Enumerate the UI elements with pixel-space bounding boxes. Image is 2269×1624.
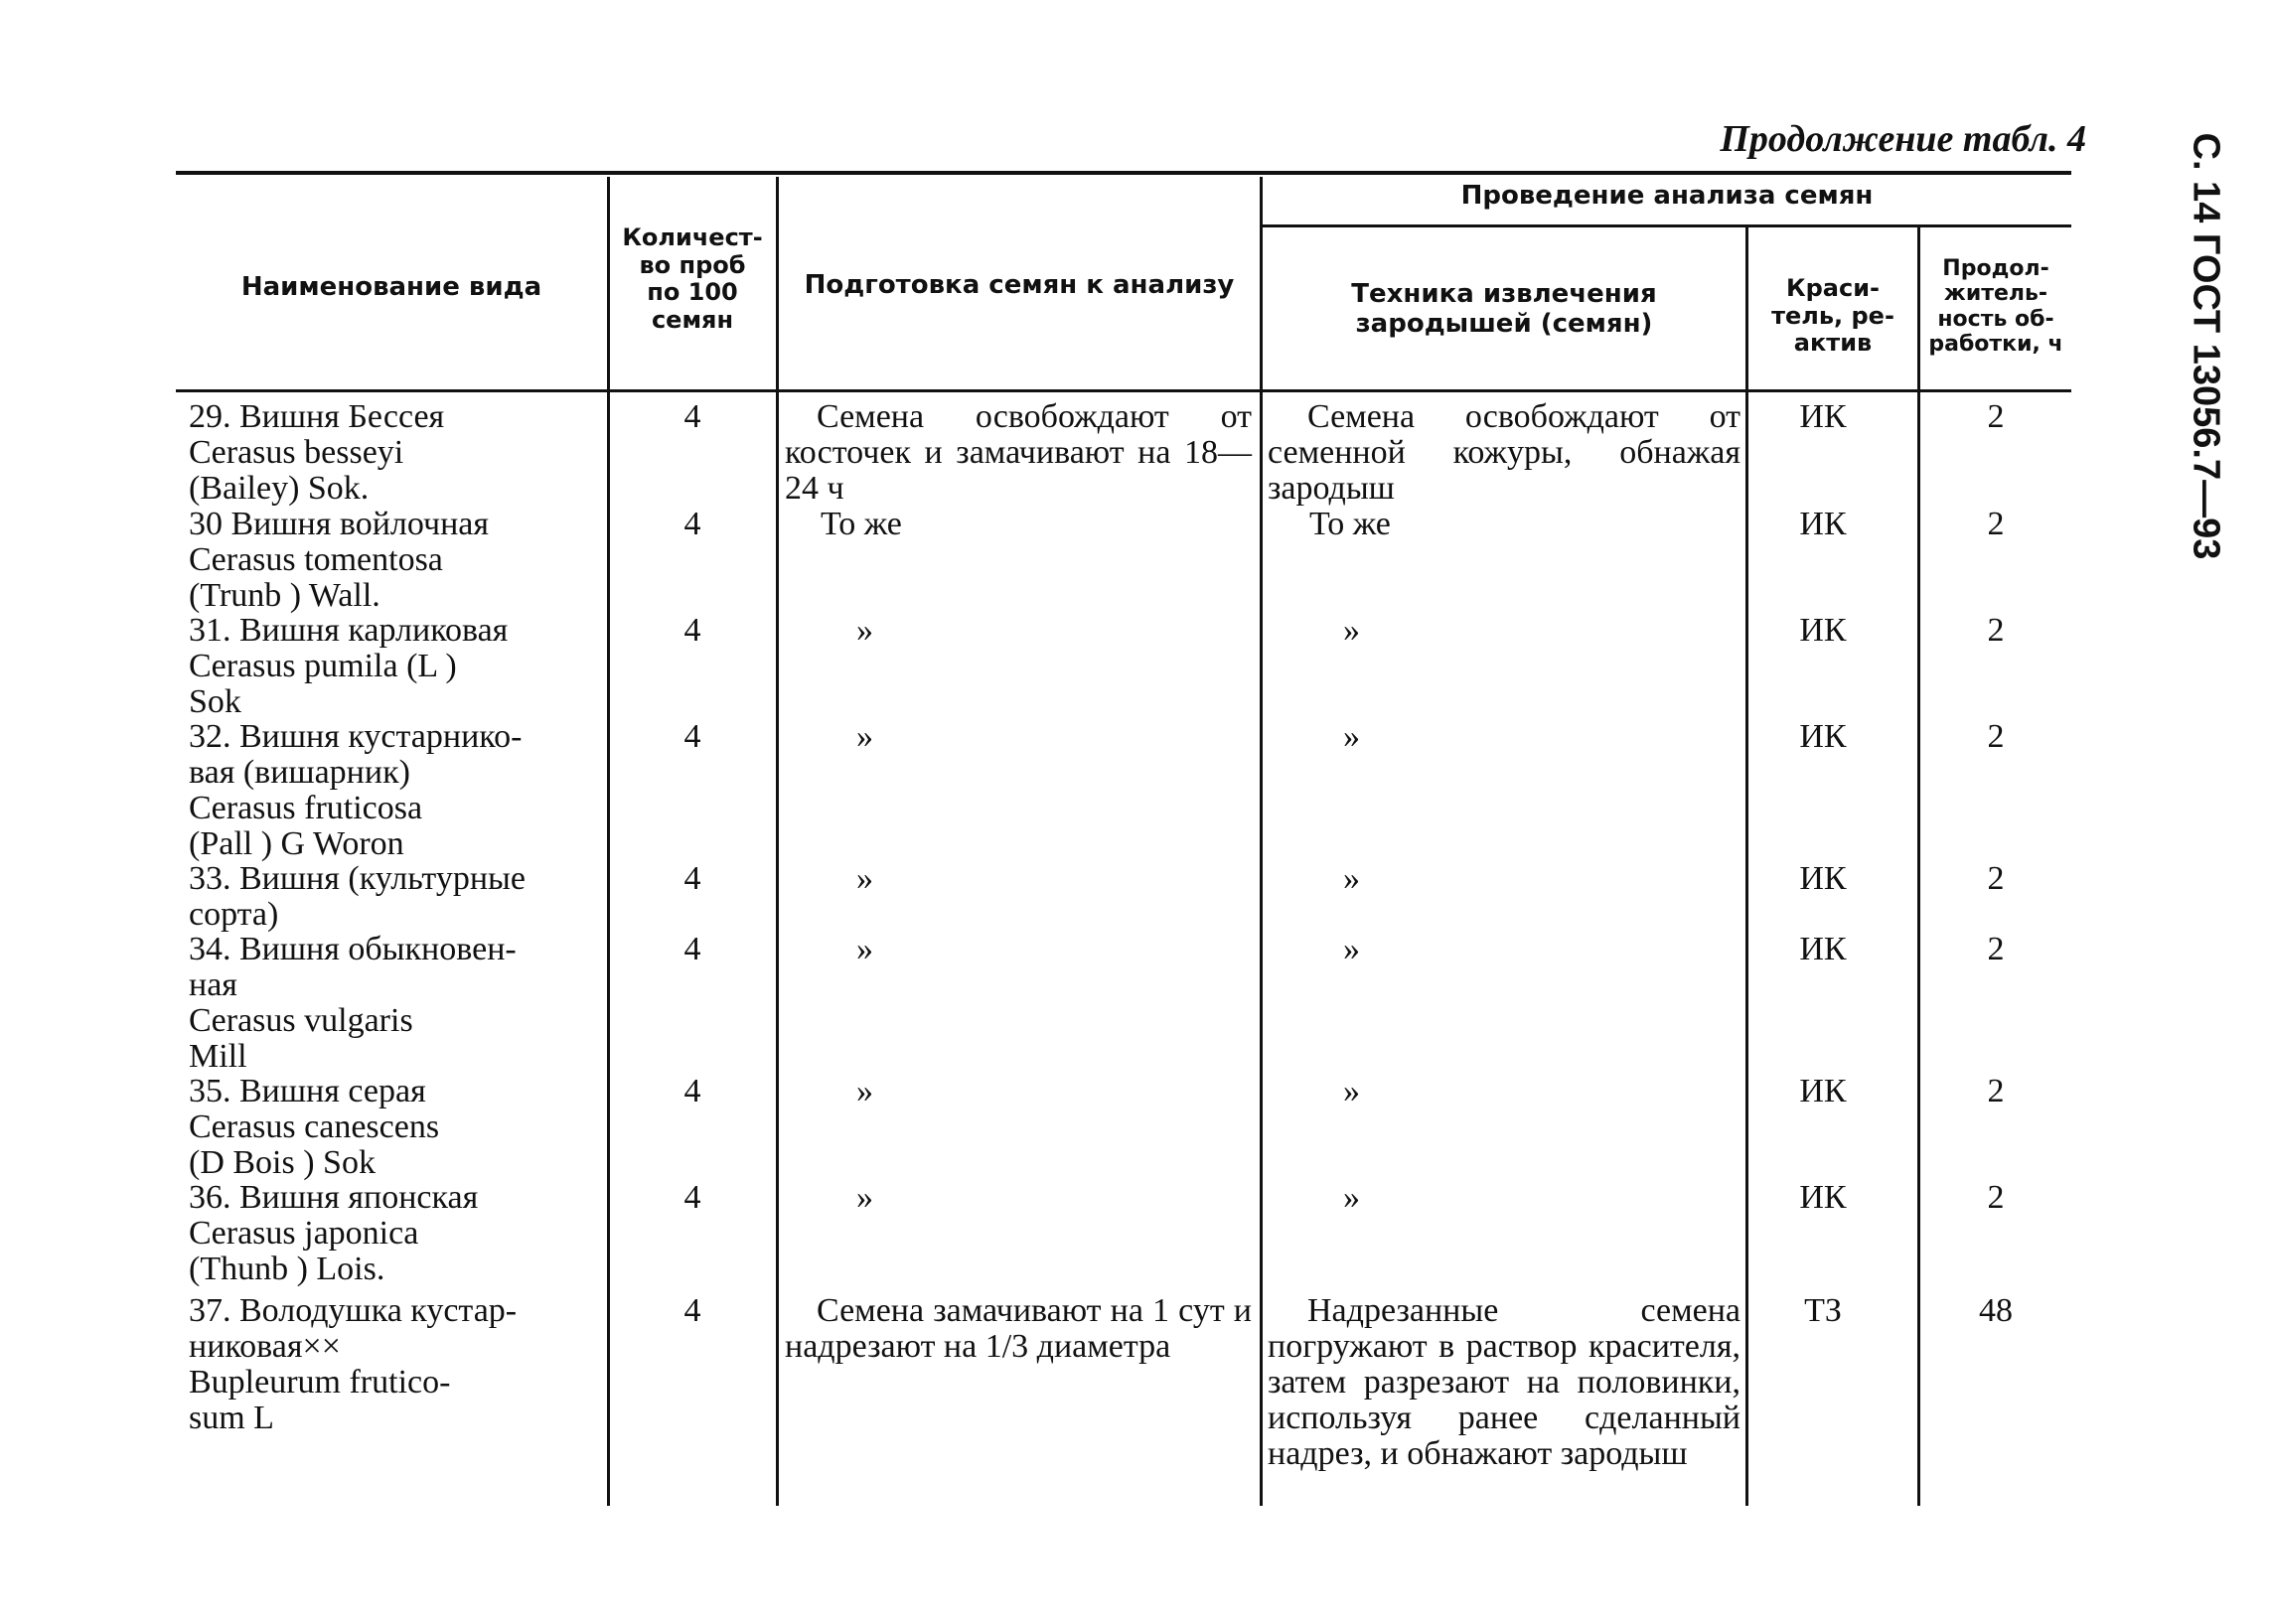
- row-36-samples: 4: [683, 1179, 701, 1216]
- row-33-dye: ИК: [1799, 860, 1847, 897]
- row-35-samples: 4: [683, 1073, 701, 1109]
- row-30-samples: 4: [683, 506, 701, 542]
- row-30-technique: То же: [1309, 506, 1391, 542]
- row-31-duration: 2: [1987, 612, 2005, 649]
- row-30-preparation: То же: [821, 506, 902, 542]
- row-32-preparation: »: [856, 718, 873, 755]
- row-31-species: 31. Вишня карликовая Cerasus pumila (L ) Sok: [189, 612, 509, 720]
- header-samples: Количест- во проб по 100 семян: [622, 223, 763, 334]
- row-33-preparation: »: [856, 860, 873, 897]
- row-33-species: 33. Вишня (культурные сорта): [189, 860, 526, 933]
- row-29-technique: Семена освобождают от семенной кожуры, обнажая зародыш: [1268, 398, 1740, 507]
- row-37-species: 37. Володушка кустар- никовая×× Bupleurum frutico- sum L: [189, 1292, 518, 1436]
- row-36-preparation: »: [856, 1179, 873, 1216]
- row-36-duration: 2: [1987, 1179, 2005, 1216]
- row-29-duration: 2: [1987, 398, 2005, 435]
- row-37-preparation: Семена замачивают на 1 сут и надрезают на 1/3 диаметра: [785, 1292, 1252, 1365]
- row-34-duration: 2: [1987, 931, 2005, 967]
- row-31-technique: »: [1343, 612, 1360, 649]
- table-caption: Продолжение табл. 4: [1720, 118, 2086, 160]
- row-29-dye: ИК: [1799, 398, 1847, 435]
- row-29-samples: 4: [683, 398, 701, 435]
- row-35-species: 35. Вишня серая Cerasus canescens (D Bois ) Sok: [189, 1073, 440, 1181]
- row-31-dye: ИК: [1799, 612, 1847, 649]
- row-32-technique: »: [1343, 718, 1360, 755]
- row-34-technique: »: [1343, 931, 1360, 967]
- row-36-dye: ИК: [1799, 1179, 1847, 1216]
- header-duration: Продол- житель- ность об- работки, ч: [1928, 256, 2063, 357]
- header-dye: Краси- тель, ре- актив: [1771, 274, 1894, 358]
- row-30-dye: ИК: [1799, 506, 1847, 542]
- row-31-preparation: »: [856, 612, 873, 649]
- row-29-preparation: Семена освобождают от косточек и замачивают на 18—24 ч: [785, 398, 1252, 507]
- side-header-text: С. 14 ГОСТ 13056.7—93: [2185, 132, 2227, 560]
- row-35-technique: »: [1343, 1073, 1360, 1109]
- row-36-technique: »: [1343, 1179, 1360, 1216]
- row-35-dye: ИК: [1799, 1073, 1847, 1109]
- header-species: Наименование вида: [240, 272, 542, 302]
- row-37-duration: 48: [1979, 1292, 2013, 1329]
- row-36-species: 36. Вишня японская Cerasus japonica (Thunb ) Lois.: [189, 1179, 479, 1287]
- row-32-species: 32. Вишня кустарнико- вая (вишарник) Cerasus fruticosa (Pall ) G Woron: [189, 718, 523, 862]
- row-34-preparation: »: [856, 931, 873, 967]
- row-34-samples: 4: [683, 931, 701, 967]
- header-bottom-rule: [176, 389, 2071, 392]
- row-34-species: 34. Вишня обыкновен- ная Cerasus vulgaris Mill: [189, 931, 517, 1075]
- row-32-duration: 2: [1987, 718, 2005, 755]
- header-analysis-group: Проведение анализа семян: [1460, 181, 1874, 211]
- row-33-samples: 4: [683, 860, 701, 897]
- table-top-rule: [176, 171, 2071, 175]
- row-31-samples: 4: [683, 612, 701, 649]
- header-technique: Техника извлечения зародышей (семян): [1351, 279, 1657, 339]
- column-rule-3: [1260, 177, 1263, 1506]
- row-37-samples: 4: [683, 1292, 701, 1329]
- row-35-duration: 2: [1987, 1073, 2005, 1109]
- row-32-samples: 4: [683, 718, 701, 755]
- analysis-group-rule: [1260, 224, 2071, 227]
- row-35-preparation: »: [856, 1073, 873, 1109]
- row-33-duration: 2: [1987, 860, 2005, 897]
- row-33-technique: »: [1343, 860, 1360, 897]
- row-37-technique: Надрезанные семена погружают в раствор красителя, затем разрезают на половинки, используя ранее сделанный надрез, и обнажают зародыш: [1268, 1292, 1740, 1472]
- header-preparation: Подготовка семян к анализу: [804, 270, 1235, 300]
- row-30-duration: 2: [1987, 506, 2005, 542]
- row-34-dye: ИК: [1799, 931, 1847, 967]
- row-37-dye: ТЗ: [1804, 1292, 1842, 1329]
- row-32-dye: ИК: [1799, 718, 1847, 755]
- row-30-species: 30 Вишня войлочная Cerasus tomentosa (Trunb ) Wall.: [189, 506, 490, 614]
- row-29-species: 29. Вишня Бессея Cerasus besseyi (Bailey) Sok.: [189, 398, 445, 507]
- column-rule-2: [776, 177, 779, 1506]
